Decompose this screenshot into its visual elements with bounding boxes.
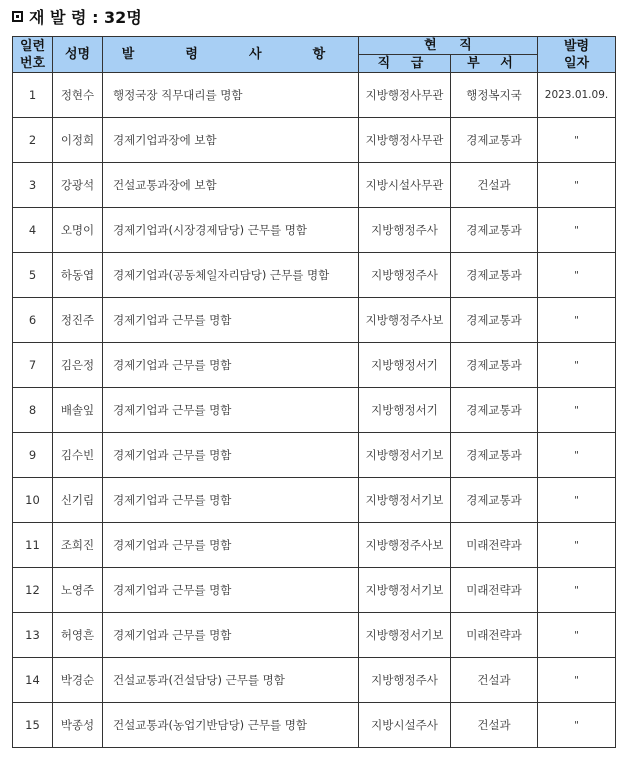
cell-serial-number: 15 [13,703,53,748]
header-current-position-text: 현 직 [424,38,472,53]
cell-rank: 지방행정주사보 [359,298,451,343]
title-text: 재 발 령 : 32명 [29,7,142,27]
cell-serial-number: 4 [13,208,53,253]
document-title [12,4,142,28]
cell-name: 정현수 [53,73,103,118]
table-row [13,388,616,433]
cell-serial-number: 5 [13,253,53,298]
header-appointment-detail [103,37,359,73]
cell-serial-number: 1 [13,73,53,118]
cell-name: 배솔잎 [53,388,103,433]
cell-appointment-detail: 경제기업과장에 보함 [103,118,359,163]
cell-appointment-detail: 건설교통과(농업기반담당) 근무를 명함 [103,703,359,748]
cell-department: 미래전략과 [451,568,538,613]
cell-appointment-date: 2023.01.09. [538,73,616,118]
header-name-text: 성명 [64,47,91,62]
cell-name: 정진주 [53,298,103,343]
cell-serial-number: 3 [13,163,53,208]
cell-appointment-date: " [538,298,616,343]
table-row [13,118,616,163]
header-serial-number-text: 일련 번호 [19,38,46,71]
cell-name: 김은정 [53,343,103,388]
cell-rank: 지방행정서기보 [359,433,451,478]
cell-appointment-date: " [538,208,616,253]
table-row [13,613,616,658]
cell-serial-number: 14 [13,658,53,703]
cell-rank: 지방행정서기 [359,388,451,433]
cell-appointment-detail: 경제기업과 근무를 명함 [103,388,359,433]
cell-department: 경제교통과 [451,208,538,253]
header-department-text: 부 서 [467,56,521,71]
table-row [13,658,616,703]
table-row [13,523,616,568]
header-appointment-date [538,37,616,73]
cell-name: 오명이 [53,208,103,253]
cell-department: 경제교통과 [451,343,538,388]
cell-appointment-date: " [538,568,616,613]
header-current-position [359,37,538,55]
cell-appointment-detail: 행정국장 직무대리를 명함 [103,73,359,118]
cell-name: 허영흔 [53,613,103,658]
cell-appointment-detail: 경제기업과 근무를 명함 [103,433,359,478]
cell-appointment-detail: 경제기업과 근무를 명함 [103,568,359,613]
cell-department: 건설과 [451,703,538,748]
cell-name: 조희진 [53,523,103,568]
cell-department: 경제교통과 [451,478,538,523]
cell-name: 노영주 [53,568,103,613]
table-row [13,298,616,343]
cell-serial-number: 9 [13,433,53,478]
cell-appointment-detail: 경제기업과 근무를 명함 [103,298,359,343]
cell-appointment-date: " [538,613,616,658]
cell-name: 하동엽 [53,253,103,298]
cell-department: 건설과 [451,163,538,208]
table-row [13,478,616,523]
cell-department: 경제교통과 [451,298,538,343]
cell-serial-number: 2 [13,118,53,163]
cell-appointment-date: " [538,118,616,163]
cell-rank: 지방행정서기보 [359,613,451,658]
cell-rank: 지방행정서기보 [359,478,451,523]
cell-rank: 지방행정사무관 [359,73,451,118]
cell-name: 김수빈 [53,433,103,478]
cell-rank: 지방행정사무관 [359,118,451,163]
cell-rank: 지방행정주사보 [359,523,451,568]
cell-serial-number: 6 [13,298,53,343]
cell-appointment-detail: 경제기업과 근무를 명함 [103,478,359,523]
table-row [13,568,616,613]
cell-appointment-date: " [538,703,616,748]
square-bullet-icon [12,11,23,22]
header-appointment-date-text: 발령 일자 [563,38,590,71]
cell-appointment-date: " [538,433,616,478]
table-row [13,208,616,253]
header-name [53,37,103,73]
cell-serial-number: 11 [13,523,53,568]
header-department [451,55,538,73]
cell-appointment-date: " [538,658,616,703]
cell-serial-number: 7 [13,343,53,388]
cell-department: 경제교통과 [451,253,538,298]
cell-appointment-date: " [538,523,616,568]
table-row [13,73,616,118]
cell-department: 경제교통과 [451,433,538,478]
cell-rank: 지방행정주사 [359,253,451,298]
cell-department: 미래전략과 [451,613,538,658]
cell-appointment-detail: 건설교통과(건설담당) 근무를 명함 [103,658,359,703]
cell-rank: 지방행정서기보 [359,568,451,613]
cell-rank: 지방시설사무관 [359,163,451,208]
cell-rank: 지방행정주사 [359,208,451,253]
cell-department: 경제교통과 [451,118,538,163]
appointment-table [12,36,616,748]
header-rank [359,55,451,73]
header-serial-number [13,37,53,73]
table-row [13,163,616,208]
table-body [13,73,616,748]
cell-appointment-detail: 경제기업과(공동체일자리담당) 근무를 명함 [103,253,359,298]
cell-appointment-detail: 경제기업과 근무를 명함 [103,613,359,658]
cell-rank: 지방행정서기 [359,343,451,388]
cell-department: 행정복지국 [451,73,538,118]
header-appointment-detail-text: 발 령 사 항 [121,47,340,62]
cell-name: 이정희 [53,118,103,163]
cell-appointment-date: " [538,478,616,523]
cell-department: 건설과 [451,658,538,703]
cell-rank: 지방행정주사 [359,658,451,703]
header-rank-text: 직 급 [377,56,432,71]
table-row [13,253,616,298]
cell-appointment-date: " [538,388,616,433]
cell-appointment-date: " [538,163,616,208]
cell-name: 신기림 [53,478,103,523]
cell-department: 경제교통과 [451,388,538,433]
cell-appointment-detail: 경제기업과 근무를 명함 [103,343,359,388]
cell-department: 미래전략과 [451,523,538,568]
cell-serial-number: 10 [13,478,53,523]
cell-appointment-detail: 경제기업과 근무를 명함 [103,523,359,568]
table-row [13,433,616,478]
cell-rank: 지방시설주사 [359,703,451,748]
cell-appointment-detail: 건설교통과장에 보함 [103,163,359,208]
table-row [13,343,616,388]
cell-appointment-detail: 경제기업과(시장경제담당) 근무를 명함 [103,208,359,253]
cell-name: 박종성 [53,703,103,748]
cell-name: 강광석 [53,163,103,208]
cell-appointment-date: " [538,343,616,388]
cell-serial-number: 8 [13,388,53,433]
cell-serial-number: 13 [13,613,53,658]
cell-appointment-date: " [538,253,616,298]
cell-name: 박경순 [53,658,103,703]
table-row [13,703,616,748]
cell-serial-number: 12 [13,568,53,613]
